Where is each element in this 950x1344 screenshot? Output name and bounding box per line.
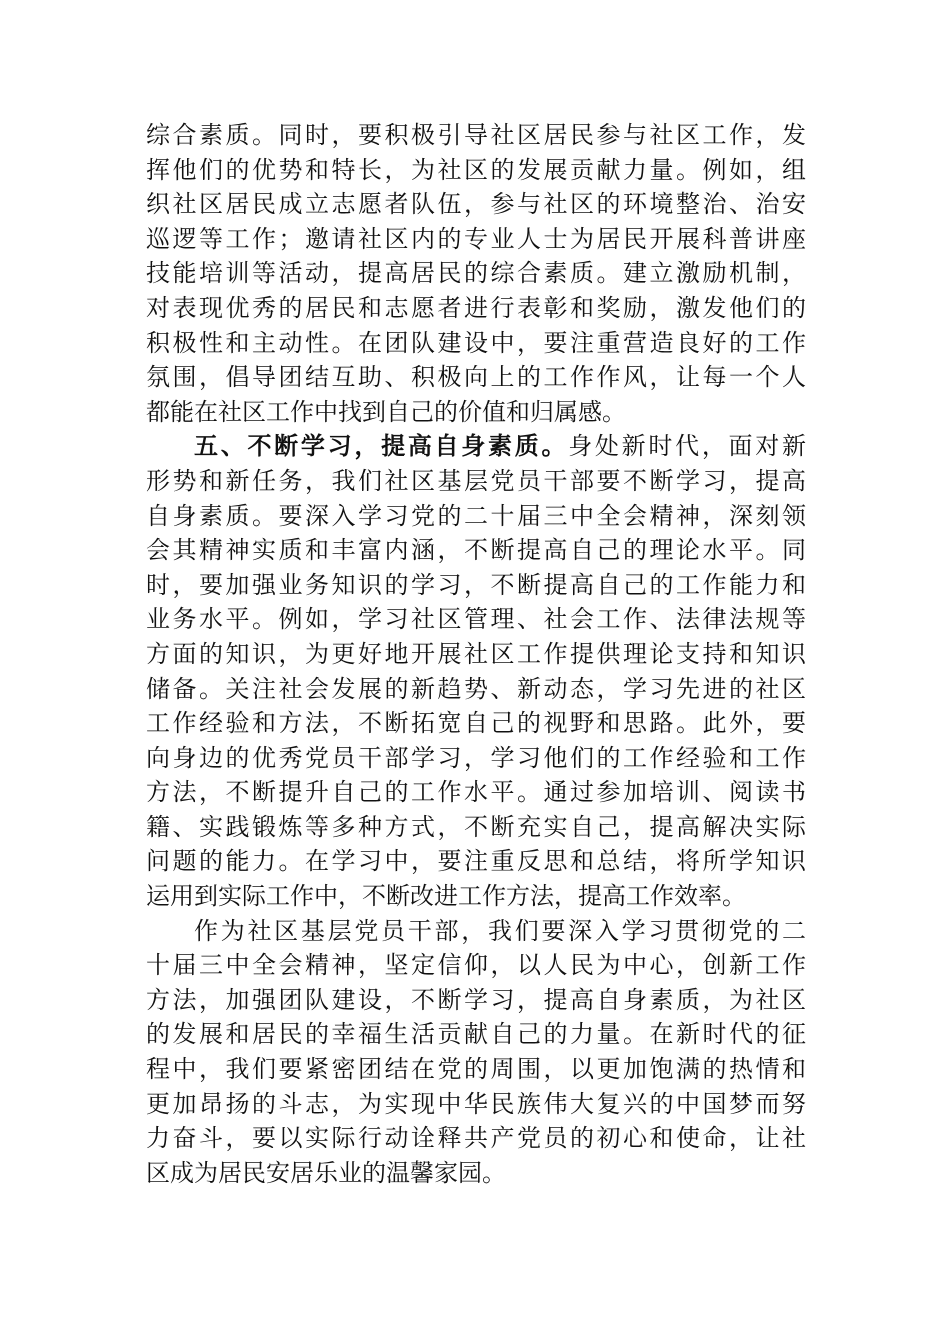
text-line: 身处新时代，面对新: [568, 432, 807, 461]
text-line: 方法，不断提升自己的工作水平。通过参加培训、阅读书: [146, 778, 806, 807]
text-line: 对表现优秀的居民和志愿者进行表彰和奖励，激发他们的: [146, 293, 806, 322]
text-line: 巡逻等工作；邀请社区内的专业人士为居民开展科普讲座: [146, 224, 806, 253]
text-line: 积极性和主动性。在团队建设中，要注重营造良好的工作: [146, 328, 806, 357]
text-line: 会其精神实质和丰富内涵，不断提高自己的理论水平。同: [146, 536, 806, 565]
text-line: 更加昂扬的斗志，为实现中华民族伟大复兴的中国梦而努: [146, 1089, 806, 1118]
text-line: 方法，加强团队建设，不断学习，提高自身素质，为社区: [146, 985, 806, 1014]
text-line: 自身素质。要深入学习党的二十届三中全会精神，深刻领: [146, 501, 806, 530]
text-line: 时，要加强业务知识的学习，不断提高自己的工作能力和: [146, 570, 806, 599]
document-page: [146, 118, 806, 1190]
text-line: 籍、实践锻炼等多种方式，不断充实自己，提高解决实际: [146, 812, 806, 841]
text-line: 工作经验和方法，不断拓宽自己的视野和思路。此外，要: [146, 709, 806, 738]
paragraph-conclusion: [146, 914, 806, 1191]
section-first-line: [146, 429, 806, 464]
text-line: 氛围，倡导团结互助、积极向上的工作作风，让每一个人: [146, 363, 806, 392]
text-line: 方面的知识，为更好地开展社区工作提供理论支持和知识: [146, 639, 806, 668]
paragraph-team-building: [146, 118, 806, 429]
text-line: 挥他们的优势和特长，为社区的发展贡献力量。例如，组: [146, 155, 806, 184]
text-line: 织社区居民成立志愿者队伍，参与社区的环境整治、治安: [146, 190, 806, 219]
text-line: 力奋斗，要以实际行动诠释共产党员的初心和使命，让社: [146, 1124, 806, 1153]
section-continuous-learning: [146, 429, 806, 913]
text-line: 形势和新任务，我们社区基层党员干部要不断学习，提高: [146, 466, 806, 495]
text-line: 作为社区基层党员干部，我们要深入学习贯彻党的二: [194, 916, 806, 945]
text-line: 储备。关注社会发展的新趋势、新动态，学习先进的社区: [146, 674, 806, 703]
text-line: 都能在社区工作中找到自己的价值和归属感。: [146, 397, 626, 426]
text-line: 问题的能力。在学习中，要注重反思和总结，将所学知识: [146, 847, 806, 876]
text-line: 区成为居民安居乐业的温馨家园。: [146, 1158, 506, 1187]
text-line: 综合素质。同时，要积极引导社区居民参与社区工作，发: [146, 121, 806, 149]
text-line: 业务水平。例如，学习社区管理、社会工作、法律法规等: [146, 605, 806, 634]
section-heading: 五、不断学习，提高自身素质。: [194, 431, 569, 461]
text-line: 技能培训等活动，提高居民的综合素质。建立激励机制，: [146, 259, 806, 288]
text-line: 十届三中全会精神，坚定信仰，以人民为中心，创新工作: [146, 951, 806, 980]
text-line: 程中，我们要紧密团结在党的周围，以更加饱满的热情和: [146, 1055, 806, 1084]
text-line: 向身边的优秀党员干部学习，学习他们的工作经验和工作: [146, 743, 806, 772]
text-line: 运用到实际工作中，不断改进工作方法，提高工作效率。: [146, 882, 746, 911]
text-line: 的发展和居民的幸福生活贡献自己的力量。在新时代的征: [146, 1020, 806, 1049]
